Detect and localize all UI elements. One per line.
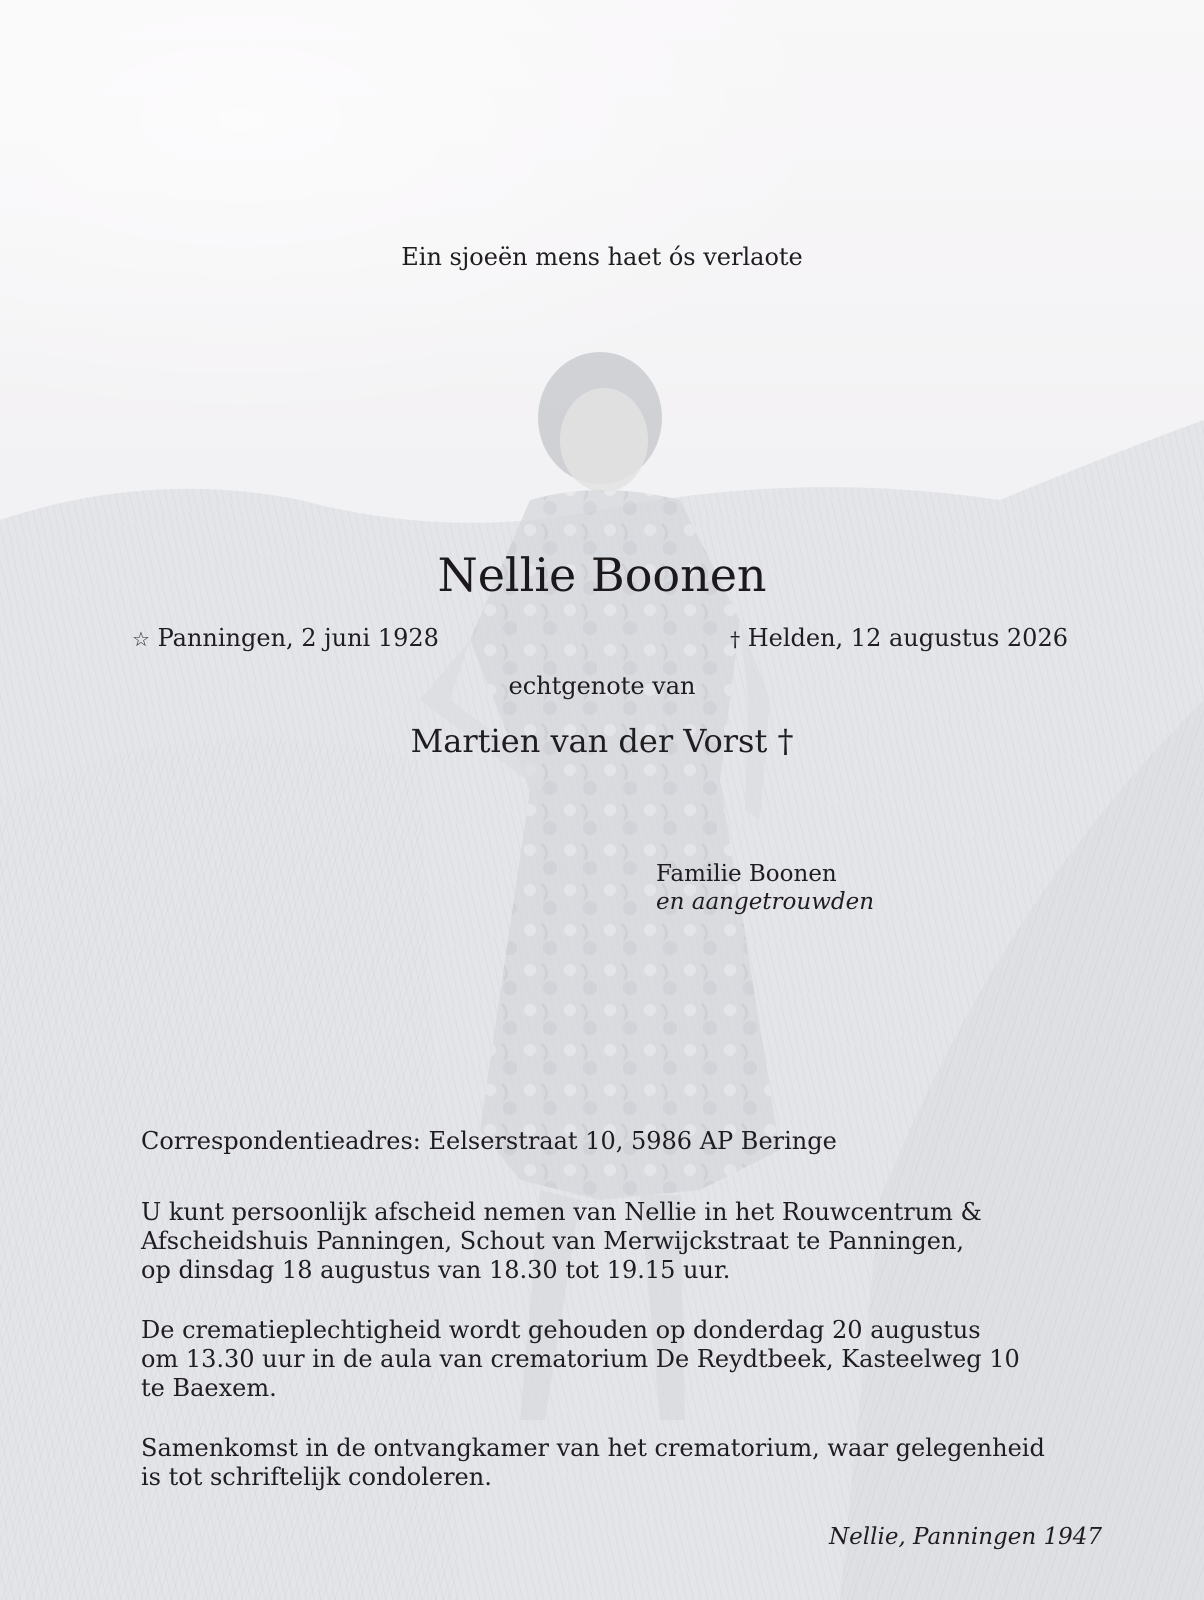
gathering-paragraph [141, 1434, 1061, 1492]
paragraph-line: Afscheidshuis Panningen, Schout van Merwijckstraat te Panningen, [141, 1227, 965, 1255]
paragraph-line: is tot schriftelijk condoleren. [141, 1463, 492, 1491]
paragraph-line: De crematieplechtigheid wordt gehouden op donderdag 20 augustus [141, 1316, 981, 1344]
motto: Ein sjoeën mens haet ós verlaote [401, 243, 803, 271]
spouse-name: Martien van der Vorst † [410, 722, 794, 760]
family-name: Familie Boonen [656, 861, 837, 887]
paragraph-line: te Baexem. [141, 1374, 277, 1402]
family-in-laws: en aangetrouwden [656, 889, 875, 915]
correspondence-address: Correspondentieadres: Eelserstraat 10, 5986 AP Beringe [141, 1127, 837, 1155]
photo-caption: Nellie, Panningen 1947 [829, 1524, 1102, 1550]
cross-icon: † [730, 627, 741, 651]
death-text: Helden, 12 augustus 2026 [747, 624, 1068, 652]
deceased-name: Nellie Boonen [437, 548, 767, 602]
star-icon: ☆ [132, 627, 150, 651]
farewell-paragraph [141, 1198, 1061, 1285]
paragraph-line: Samenkomst in de ontvangkamer van het crematorium, waar gelegenheid [141, 1434, 1045, 1462]
spouse-label: echtgenote van [508, 672, 696, 700]
paragraph-line: om 13.30 uur in de aula van crematorium De Reydtbeek, Kasteelweg 10 [141, 1345, 1020, 1373]
ceremony-paragraph [141, 1316, 1061, 1403]
paragraph-line: op dinsdag 18 augustus van 18.30 tot 19.15 uur. [141, 1256, 731, 1284]
birth-info [132, 624, 439, 652]
paragraph-line: U kunt persoonlijk afscheid nemen van Nellie in het Rouwcentrum & [141, 1198, 982, 1226]
death-info [730, 624, 1068, 652]
birth-text: Panningen, 2 juni 1928 [157, 624, 439, 652]
family-signature [656, 860, 874, 916]
